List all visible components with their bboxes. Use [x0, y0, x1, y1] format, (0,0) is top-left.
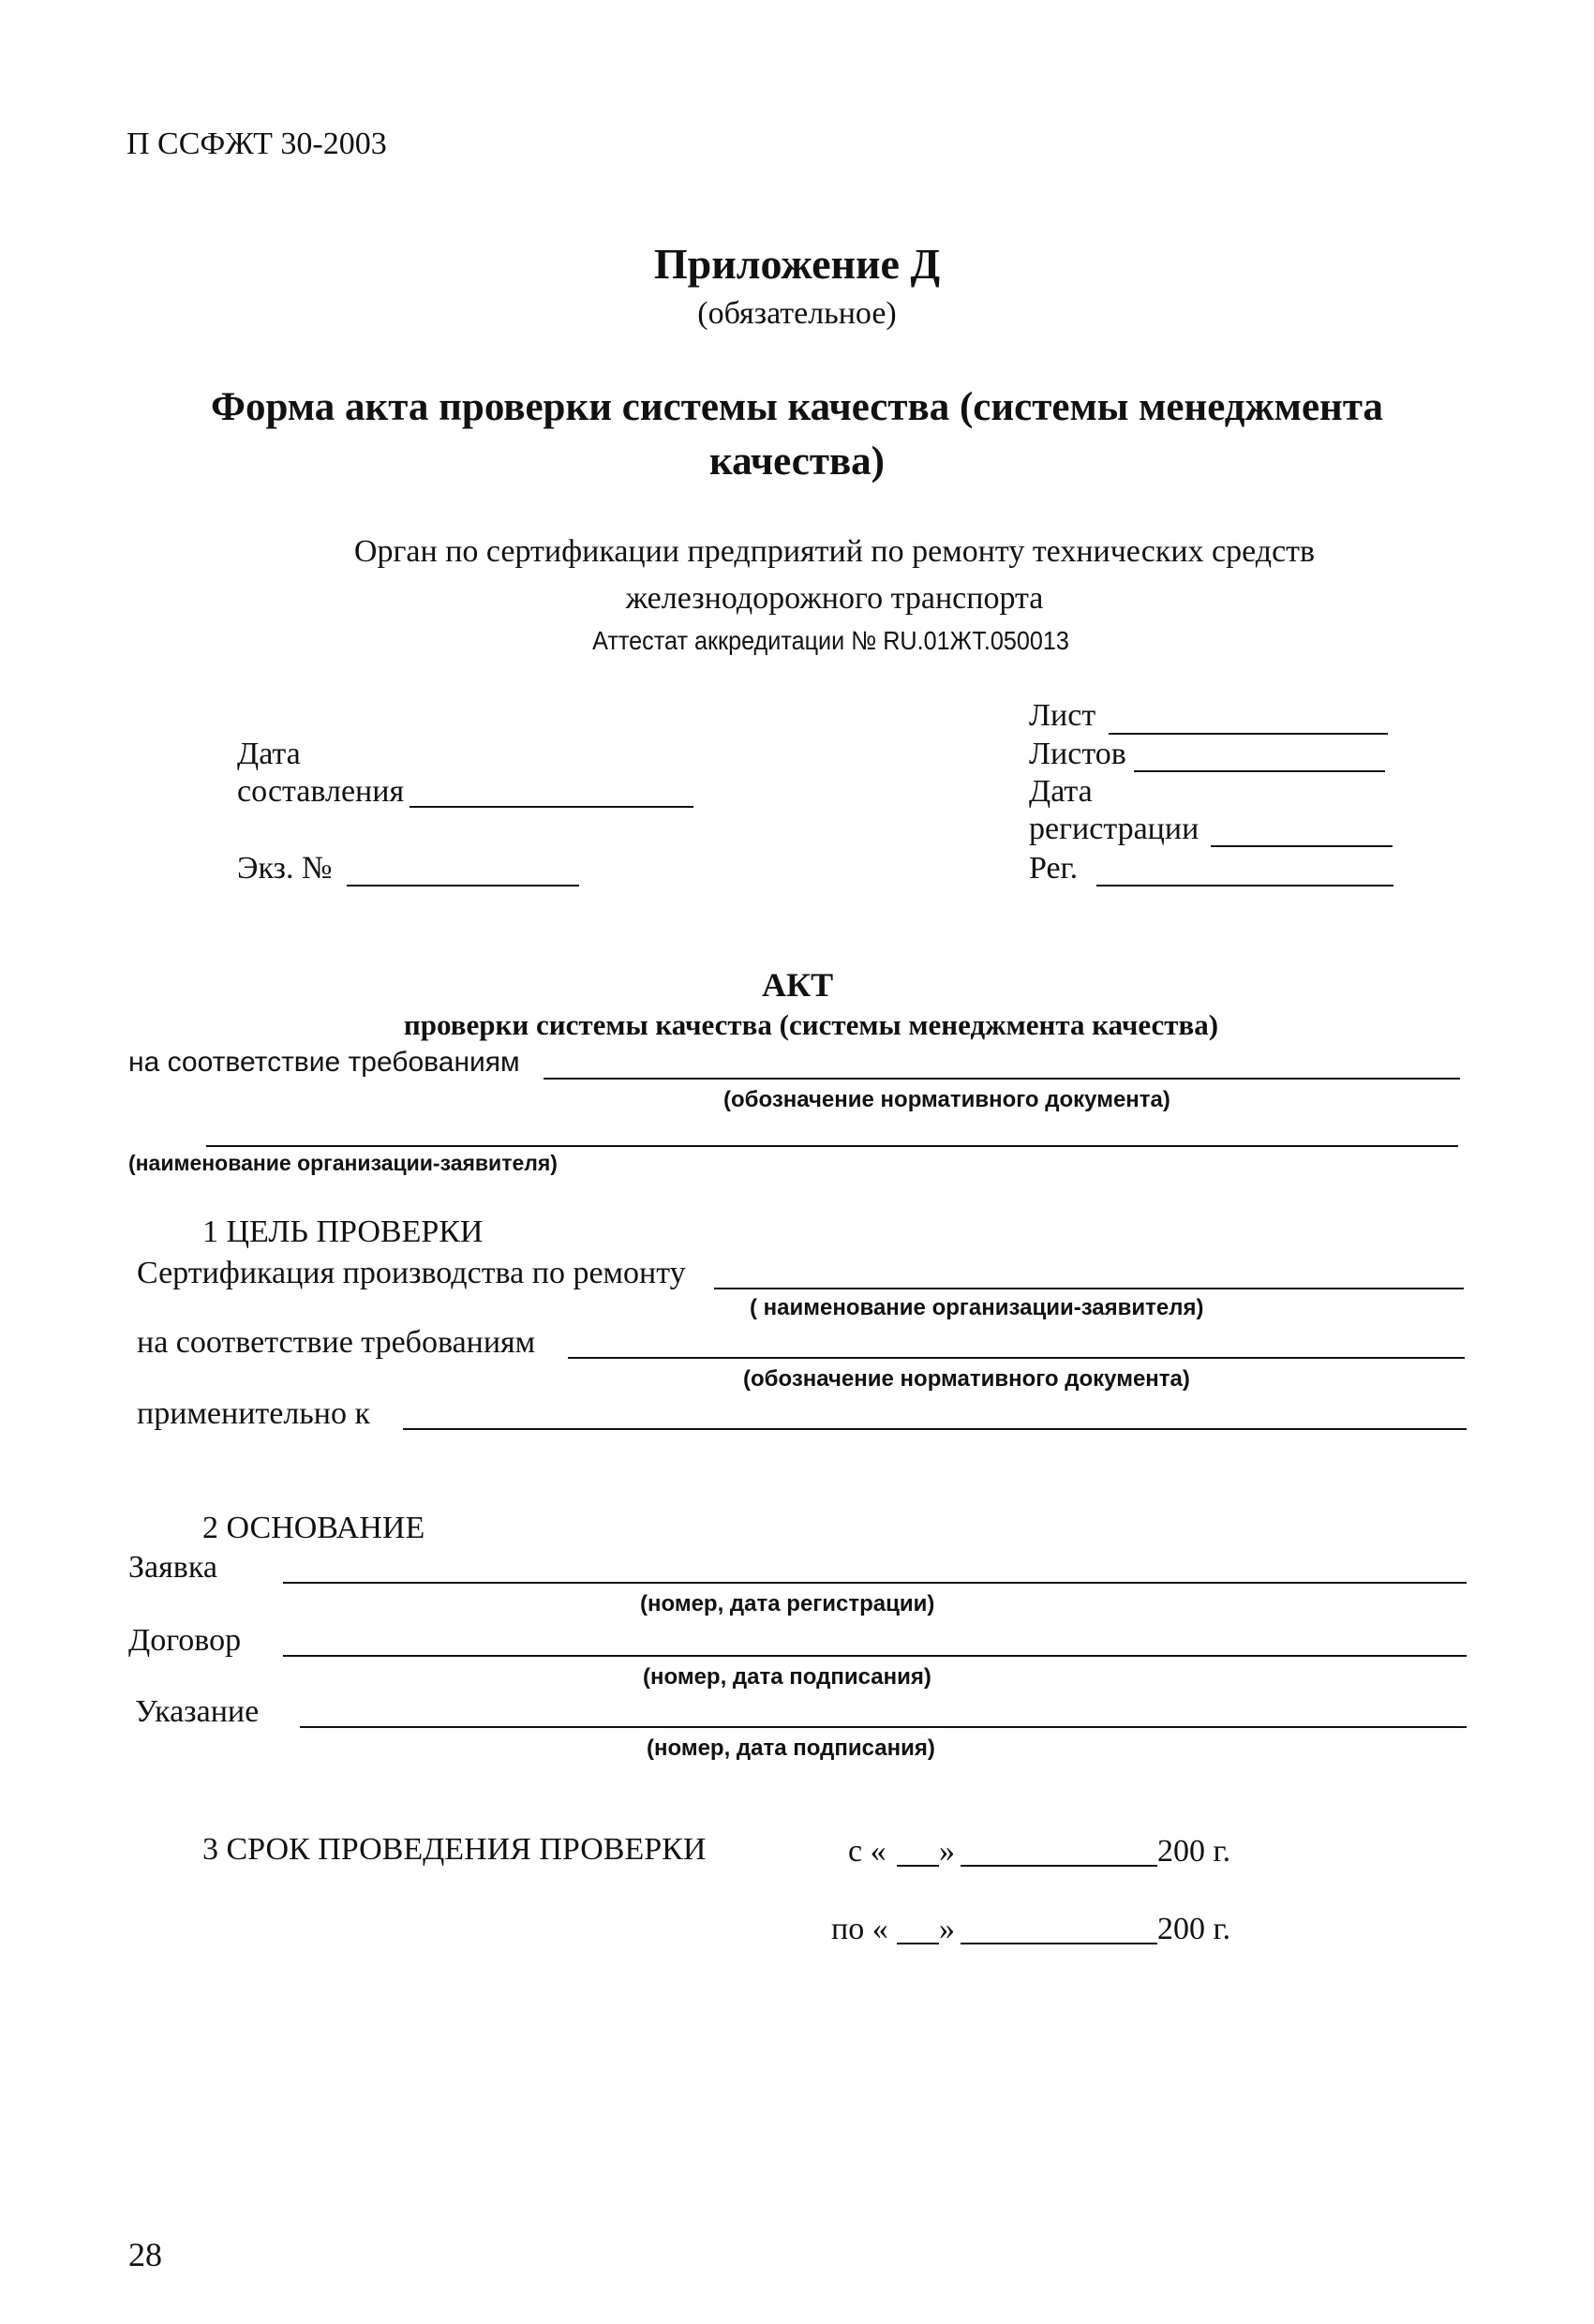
cert-production-line[interactable]: [714, 1288, 1464, 1289]
sheet-label: Лист: [1029, 698, 1096, 733]
period-from-year: 200 г.: [1157, 1834, 1231, 1869]
act-applicant-caption: (наименование организации-заявителя): [128, 1151, 558, 1175]
act-normdoc-line[interactable]: [544, 1078, 1460, 1080]
applied-to-label: применительно к: [137, 1396, 371, 1431]
period-to-day-line[interactable]: [897, 1943, 939, 1944]
instruction-label: Указание: [135, 1694, 260, 1729]
appendix-title: Приложение Д: [653, 240, 941, 288]
act-applicant-line[interactable]: [206, 1145, 1458, 1147]
form-title-line1: Форма акта проверки системы качества (системы менеджмента: [211, 385, 1383, 429]
date-label-2: составления: [237, 774, 405, 809]
page-number: 28: [128, 2236, 162, 2273]
copy-number-label: Экз. №: [237, 851, 333, 886]
period-from-day-line[interactable]: [897, 1865, 939, 1867]
reg-line[interactable]: [1096, 885, 1393, 886]
date-label-1: Дата: [237, 737, 301, 771]
contract-label: Договор: [128, 1623, 242, 1658]
contract-line[interactable]: [283, 1655, 1467, 1657]
act-title: АКТ: [762, 966, 834, 1004]
section1-heading: 1 ЦЕЛЬ ПРОВЕРКИ: [202, 1214, 484, 1249]
sheet-line[interactable]: [1109, 733, 1388, 735]
accreditation-certificate: Аттестат аккредитации № RU.01ЖТ.050013: [592, 626, 1069, 655]
date-compiled-line[interactable]: [410, 806, 693, 808]
copy-number-line[interactable]: [347, 885, 579, 886]
act-compliance-label: на соответствие требованиям: [128, 1047, 520, 1078]
sheets-line[interactable]: [1134, 770, 1385, 772]
section1-normdoc-caption: (обозначение нормативного документа): [743, 1366, 1190, 1392]
application-caption: (номер, дата регистрации): [640, 1591, 935, 1616]
period-to-month-line[interactable]: [961, 1943, 1157, 1944]
reg-label: Рег.: [1029, 851, 1079, 886]
period-from-month-line[interactable]: [961, 1865, 1157, 1867]
reg-date-label-1: Дата: [1029, 774, 1093, 809]
period-from-quote: »: [939, 1834, 955, 1869]
instruction-caption: (номер, дата подписания): [647, 1736, 935, 1761]
section1-applicant-caption: ( наименование организации-заявителя): [750, 1295, 1204, 1320]
act-normdoc-caption: (обозначение нормативного документа): [723, 1087, 1170, 1112]
contract-caption: (номер, дата подписания): [643, 1664, 931, 1690]
period-from-prefix: с «: [848, 1834, 886, 1869]
document-code: П ССФЖТ 30-2003: [127, 127, 387, 161]
organ-line2: железнодорожного транспорта: [625, 581, 1044, 616]
section1-compliance-label: на соответствие требованиям: [137, 1325, 536, 1360]
applied-to-line[interactable]: [403, 1428, 1467, 1430]
period-to-year: 200 г.: [1157, 1912, 1231, 1946]
section3-heading: 3 СРОК ПРОВЕДЕНИЯ ПРОВЕРКИ: [202, 1832, 707, 1867]
organ-line1: Орган по сертификации предприятий по ремонту технических средств: [353, 534, 1316, 569]
reg-date-label-2: регистрации: [1029, 812, 1199, 846]
application-label: Заявка: [128, 1550, 217, 1585]
instruction-line[interactable]: [300, 1726, 1467, 1728]
act-subtitle: проверки системы качества (системы менеджмента качества): [403, 1008, 1219, 1041]
period-to-prefix: по «: [831, 1912, 888, 1946]
form-title-line2: качества): [708, 439, 885, 484]
sheets-label: Листов: [1029, 737, 1126, 771]
reg-date-line[interactable]: [1211, 845, 1393, 847]
cert-production-label: Сертификация производства по ремонту: [137, 1256, 686, 1290]
application-line[interactable]: [283, 1582, 1467, 1584]
appendix-status: (обязательное): [697, 296, 897, 331]
period-to-quote: »: [939, 1912, 955, 1946]
section1-normdoc-line[interactable]: [568, 1357, 1465, 1359]
section2-heading: 2 ОСНОВАНИЕ: [202, 1511, 425, 1545]
